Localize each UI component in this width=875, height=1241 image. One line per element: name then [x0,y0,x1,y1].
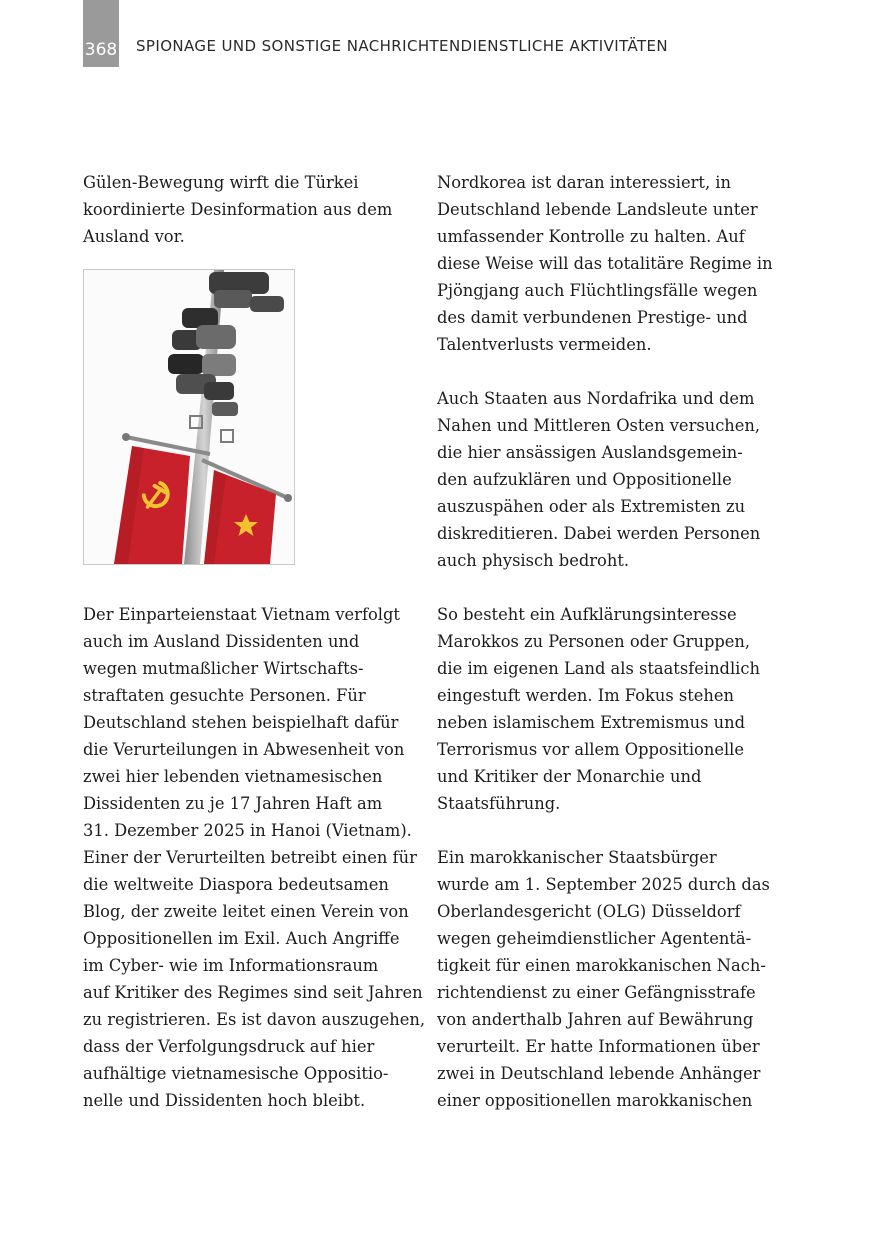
surveillance-photo-illustration [84,270,294,564]
text-line: Nordkorea ist daran interessiert, in [437,173,731,192]
text-line: zu registrieren. Es ist davon auszugehen, [83,1010,426,1029]
text-line: diese Weise will das totalitäre Regime in [437,254,773,273]
text-line: zwei hier lebenden vietnamesischen [83,767,383,786]
running-header-title: SPIONAGE UND SONSTIGE NACHRICHTENDIENSTLICHE AKTIVITÄTEN [136,37,669,55]
text-line: Oppositionellen im Exil. Auch Angriffe [83,929,400,948]
text-line: richtendienst zu einer Gefängnisstrafe [437,983,756,1002]
text-line: eingestuft werden. Im Fokus stehen [437,686,735,705]
text-line: die weltweite Diaspora bedeutsamen [83,875,389,894]
text-line: auch im Ausland Dissidenten und [83,632,360,651]
text-line: Oberlandesgericht (OLG) Düsseldorf [437,902,741,921]
text-line: die hier ansässigen Auslandsgemein- [437,443,743,462]
text-line: koordinierte Desinformation aus dem [83,200,393,219]
right-column [437,169,773,1114]
surveillance-photo [83,269,295,565]
paragraph-gap [437,358,767,385]
text-line: einer oppositionellen marokkanischen [437,1091,753,1110]
text-line: Pjöngjang auch Flüchtlingsfälle wegen [437,281,758,300]
text-line: Gülen-Bewegung wirft die Türkei [83,173,359,192]
text-line: und Kritiker der Monarchie und [437,767,702,786]
text-line: Nahen und Mittleren Osten versuchen, [437,416,761,435]
text-line: des damit verbundenen Prestige- und [437,308,748,327]
text-line: umfassender Kontrolle zu halten. Auf [437,227,745,246]
text-line: nelle und Dissidenten hoch bleibt. [83,1091,366,1110]
text-line: auszuspähen oder als Extremisten zu [437,497,746,516]
text-line: straftaten gesuchte Personen. Für [83,686,366,705]
text-line: Blog, der zweite leitet einen Verein von [83,902,409,921]
paragraph-gap [437,817,767,844]
text-line: die Verurteilungen in Abwesenheit von [83,740,405,759]
text-line: verurteilt. Er hatte Informationen über [437,1037,760,1056]
left-column-paragraph-vietnam [83,601,426,1114]
text-line: die im eigenen Land als staatsfeindlich [437,659,760,678]
text-line: aufhältige vietnamesische Oppositio- [83,1064,389,1083]
text-line: Der Einparteienstaat Vietnam verfolgt [83,605,400,624]
text-line: zwei in Deutschland lebende Anhänger [437,1064,761,1083]
text-line: 31. Dezember 2025 in Hanoi (Vietnam). [83,821,412,840]
text-line: Auch Staaten aus Nordafrika und dem [437,389,755,408]
text-line: im Cyber- wie im Informationsraum [83,956,379,975]
left-column [83,169,413,250]
text-line: dass der Verfolgungsdruck auf hier [83,1037,375,1056]
text-line: wegen mutmaßlicher Wirtschafts- [83,659,364,678]
text-line: von anderthalb Jahren auf Bewährung [437,1010,754,1029]
text-line: wurde am 1. September 2025 durch das [437,875,770,894]
page-number: 368 [84,40,118,60]
text-line: den aufzuklären und Oppositionelle [437,470,732,489]
text-line: tigkeit für einen marokkanischen Nach- [437,956,766,975]
text-line: So besteht ein Aufklärungsinteresse [437,605,737,624]
text-line: Marokkos zu Personen oder Gruppen, [437,632,751,651]
text-line: Deutschland stehen beispielhaft dafür [83,713,399,732]
paragraph-gap [437,574,767,601]
text-line: auch physisch bedroht. [437,551,630,570]
text-line: Ausland vor. [83,227,185,246]
text-line: Staatsführung. [437,794,561,813]
text-line: Deutschland lebende Landsleute unter [437,200,758,219]
text-line: auf Kritiker des Regimes sind seit Jahren [83,983,423,1002]
text-line: neben islamischem Extremismus und [437,713,746,732]
text-line: Einer der Verurteilten betreibt einen für [83,848,417,867]
page-number-box [83,0,119,67]
text-line: Terrorismus vor allem Oppositionelle [437,740,745,759]
text-line: Dissidenten zu je 17 Jahren Haft am [83,794,383,813]
text-line: Talentverlusts vermeiden. [437,335,652,354]
text-line: Ein marokkanischer Staatsbürger [437,848,717,867]
text-line: wegen geheimdienstlicher Agententä- [437,929,752,948]
text-line: diskreditieren. Dabei werden Personen [437,524,761,543]
